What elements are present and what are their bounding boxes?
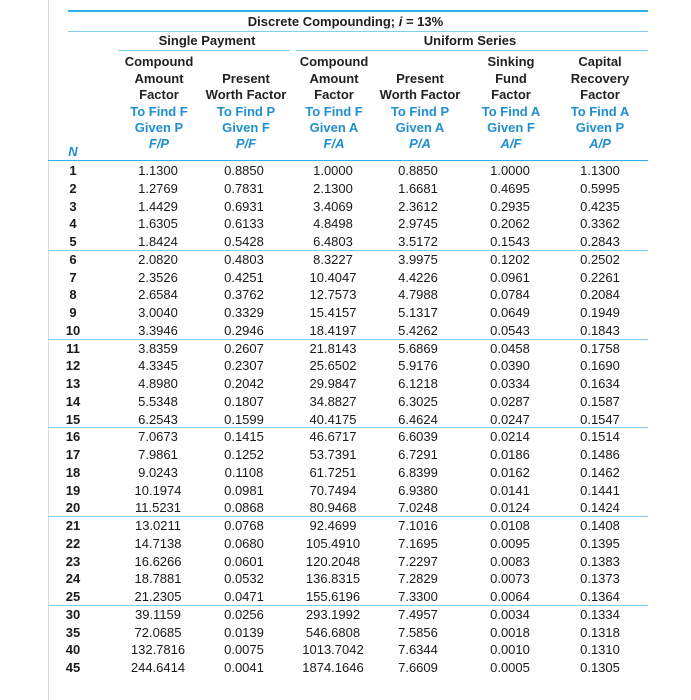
table-row — [0, 215, 691, 233]
factor-cell: 7.9861 — [138, 447, 178, 462]
column-given: Given P — [575, 119, 625, 135]
factor-cell: 0.7831 — [224, 180, 264, 196]
factor-cell: 6.2543 — [138, 411, 178, 427]
factor-cell: 0.0256 — [224, 606, 264, 622]
factor-cell: 0.6931 — [224, 198, 264, 214]
factor-cell: 6.3025 — [398, 393, 438, 409]
factor-cell: 6.7291 — [398, 447, 438, 462]
column-name-line — [376, 54, 464, 71]
period-cell: 35 — [65, 624, 81, 640]
factor-cell: 0.0010 — [490, 642, 530, 658]
factor-cell: 7.6609 — [398, 660, 438, 675]
factor-cell: 0.0532 — [224, 571, 264, 587]
period-cell: 24 — [65, 571, 81, 587]
factor-cell: 2.1300 — [313, 180, 353, 196]
column-name-line: Recovery — [570, 70, 630, 86]
factor-cell: 4.8980 — [138, 376, 178, 391]
period-cell: 21 — [65, 518, 81, 533]
factor-cell: 0.0247 — [490, 411, 530, 427]
table-row — [0, 375, 691, 393]
period-cell: 25 — [65, 589, 81, 604]
column-name-line: Sinking — [487, 54, 535, 69]
column-given: Given F — [487, 119, 535, 135]
table-row — [0, 499, 691, 517]
factor-cell: 293.1992 — [305, 606, 361, 622]
factor-cell: 0.2946 — [224, 322, 264, 338]
factor-cell: 0.0680 — [224, 535, 264, 551]
factor-cell: 21.8143 — [309, 340, 357, 356]
factor-cell: 34.8827 — [309, 393, 357, 409]
column-name-line: Compound — [299, 54, 369, 69]
factor-cell: 3.3946 — [138, 322, 178, 338]
table-row — [0, 659, 691, 677]
period-cell: 19 — [65, 482, 81, 498]
factor-cell: 0.1310 — [580, 642, 620, 658]
factor-cell: 0.1587 — [580, 393, 620, 409]
table-row — [0, 162, 691, 180]
factor-cell: 5.5348 — [138, 393, 178, 409]
factor-cell: 0.5428 — [224, 234, 264, 249]
factor-cell: 0.4251 — [224, 269, 264, 285]
factor-cell: 18.7881 — [134, 571, 182, 587]
column-find: To Find P — [216, 103, 276, 119]
factor-cell: 0.2307 — [224, 358, 264, 374]
uniform-group-divider — [296, 50, 648, 51]
factor-cell: 0.0139 — [224, 624, 264, 640]
factor-cell: 1.0000 — [313, 163, 353, 178]
period-cell: 5 — [69, 234, 77, 249]
factor-cell: 0.8850 — [398, 163, 438, 178]
table-title: Discrete Compounding; i = 13% — [247, 14, 444, 29]
column-sym: F/A — [323, 135, 345, 151]
factor-cell: 3.8359 — [138, 340, 178, 356]
column-name-line: Fund — [495, 70, 527, 86]
table-row — [0, 198, 691, 216]
factor-cell: 7.3300 — [398, 589, 438, 604]
table-row — [0, 180, 691, 198]
factor-cell: 0.0784 — [490, 287, 530, 303]
factor-cell: 9.0243 — [138, 464, 178, 480]
factor-cell: 0.2502 — [580, 251, 620, 267]
factor-cell: 0.4803 — [224, 251, 264, 267]
factor-cell: 4.7988 — [398, 287, 438, 303]
factor-cell: 7.2829 — [398, 571, 438, 587]
factor-cell: 0.0981 — [224, 482, 264, 498]
column-find: To Find P — [390, 103, 450, 119]
factor-cell: 0.1690 — [580, 358, 620, 374]
table-row — [0, 482, 691, 500]
factor-cell: 0.0390 — [490, 358, 530, 374]
factor-cell: 2.6584 — [138, 287, 178, 303]
factor-cell: 6.9380 — [398, 482, 438, 498]
factor-cell: 16.6266 — [134, 553, 182, 569]
factor-cell: 4.4226 — [398, 269, 438, 285]
column-given: Given F — [222, 119, 270, 135]
factor-cell: 2.3612 — [398, 198, 438, 214]
column-find: To Find F — [130, 103, 188, 119]
period-cell: 45 — [65, 660, 81, 675]
period-cell: 2 — [69, 180, 77, 196]
period-cell: 20 — [65, 500, 81, 516]
factor-cell: 0.1514 — [580, 429, 620, 445]
factor-cell: 0.0141 — [490, 482, 530, 498]
factor-cell: 29.9847 — [309, 376, 357, 391]
factor-cell: 0.1441 — [580, 482, 620, 498]
column-header-a-p — [560, 54, 640, 152]
column-header-p-f — [204, 54, 288, 152]
factor-cell: 0.0649 — [490, 305, 530, 320]
header-divider — [48, 160, 648, 161]
column-header-f-p — [118, 54, 200, 152]
period-cell: 14 — [65, 393, 81, 409]
table-row — [0, 269, 691, 287]
column-name-line: Compound — [124, 54, 194, 69]
factor-cell: 2.0820 — [138, 251, 178, 267]
period-cell: 17 — [65, 447, 81, 462]
factor-cell: 11.5231 — [134, 500, 182, 516]
factor-cell: 21.2305 — [134, 589, 182, 604]
factor-cell: 0.1949 — [580, 305, 620, 320]
factor-cell: 5.9176 — [398, 358, 438, 374]
factor-cell: 25.6502 — [309, 358, 357, 374]
period-cell: 12 — [65, 358, 81, 374]
table-row — [0, 428, 691, 446]
factor-cell: 0.0471 — [224, 589, 264, 604]
factor-cell: 0.1318 — [580, 624, 620, 640]
column-sym: A/F — [500, 135, 522, 151]
period-cell: 11 — [66, 340, 80, 356]
factor-cell: 1874.1646 — [302, 660, 364, 675]
factor-cell: 546.6808 — [305, 624, 361, 640]
factor-cell: 0.0034 — [490, 606, 530, 622]
factor-cell: 3.4069 — [313, 198, 353, 214]
factor-cell: 0.2062 — [490, 216, 530, 232]
column-given: Given A — [309, 119, 359, 135]
factor-cell: 0.1408 — [580, 518, 620, 533]
factor-cell: 18.4197 — [309, 322, 357, 338]
period-cell: 22 — [65, 535, 81, 551]
table-row — [0, 624, 691, 642]
factor-cell: 1.0000 — [490, 163, 530, 178]
factor-cell: 0.0768 — [224, 518, 264, 533]
factor-cell: 0.0005 — [490, 660, 530, 675]
factor-cell: 0.0287 — [490, 393, 530, 409]
period-cell: 23 — [65, 553, 81, 569]
factor-cell: 0.2607 — [224, 340, 264, 356]
factor-cell: 0.1202 — [490, 251, 530, 267]
factor-cell: 1.1300 — [580, 163, 620, 178]
factor-cell: 3.5172 — [398, 234, 438, 249]
period-cell: 30 — [65, 606, 81, 622]
factor-cell: 0.1415 — [224, 429, 264, 445]
factor-cell: 7.4957 — [398, 606, 438, 622]
factor-cell: 0.0543 — [490, 322, 530, 338]
period-cell: 7 — [69, 269, 77, 285]
factor-cell: 4.3345 — [138, 358, 178, 374]
factor-cell: 0.1373 — [580, 571, 620, 587]
factor-cell: 0.1424 — [580, 500, 620, 516]
factor-cell: 1013.7042 — [302, 642, 364, 658]
factor-cell: 0.0162 — [490, 464, 530, 480]
table-row — [0, 286, 691, 304]
table-row — [0, 535, 691, 553]
column-sym: P/A — [409, 135, 431, 151]
factor-cell: 0.0108 — [490, 518, 530, 533]
factor-cell: 0.1807 — [224, 393, 264, 409]
column-name-line: Factor — [491, 87, 531, 102]
column-given: Given A — [395, 119, 445, 135]
factor-cell: 7.0673 — [138, 429, 178, 445]
factor-cell: 3.9975 — [398, 251, 438, 267]
factor-cell: 0.6133 — [224, 216, 264, 232]
factor-cell: 0.3762 — [224, 287, 264, 303]
table-row — [0, 233, 691, 251]
factor-cell: 1.2769 — [138, 180, 178, 196]
factor-cell: 0.0601 — [224, 553, 264, 569]
table-row — [0, 411, 691, 429]
period-cell: 1 — [69, 163, 77, 178]
column-find: To Find A — [481, 103, 541, 119]
factor-cell: 0.0064 — [490, 589, 530, 604]
factor-cell: 155.6196 — [305, 589, 361, 604]
factor-cell: 0.2261 — [580, 269, 620, 285]
column-name-line: Amount — [134, 70, 184, 86]
factor-cell: 0.0124 — [490, 500, 530, 516]
table-row — [0, 446, 691, 464]
factor-cell: 5.4262 — [398, 322, 438, 338]
factor-cell: 0.0073 — [490, 571, 530, 587]
column-find: To Find F — [305, 103, 363, 119]
factor-cell: 15.4157 — [309, 305, 357, 320]
factor-cell: 132.7816 — [130, 642, 186, 658]
table-row — [0, 553, 691, 571]
factor-cell: 12.7573 — [309, 287, 357, 303]
column-sym: P/F — [235, 135, 257, 151]
factor-cell: 136.8315 — [305, 571, 361, 587]
factor-cell: 0.1364 — [580, 589, 620, 604]
factor-cell: 72.0685 — [134, 624, 182, 640]
factor-cell: 0.0018 — [490, 624, 530, 640]
factor-cell: 0.0075 — [224, 642, 264, 658]
factor-cell: 7.1016 — [398, 518, 438, 533]
factor-cell: 2.9745 — [398, 216, 438, 232]
period-cell: 18 — [65, 464, 81, 480]
factor-cell: 3.0040 — [138, 305, 178, 320]
factor-cell: 0.0041 — [224, 660, 264, 675]
factor-cell: 6.8399 — [398, 464, 438, 480]
factor-cell: 0.0186 — [490, 447, 530, 462]
period-cell: 3 — [69, 198, 77, 214]
group-single-payment: Single Payment — [158, 33, 256, 48]
factor-cell: 0.1305 — [580, 660, 620, 675]
factor-cell: 0.1462 — [580, 464, 620, 480]
factor-cell: 53.7391 — [309, 447, 357, 462]
factor-cell: 244.6414 — [130, 660, 186, 675]
period-cell: 4 — [69, 216, 77, 232]
factor-cell: 7.0248 — [398, 500, 438, 516]
factor-cell: 0.2084 — [580, 287, 620, 303]
factor-cell: 5.1317 — [398, 305, 438, 320]
period-cell: 6 — [69, 251, 77, 267]
column-name-line: Amount — [309, 70, 359, 86]
column-sym: F/P — [148, 135, 170, 151]
factor-cell: 13.0211 — [134, 518, 182, 533]
factor-cell: 0.2042 — [224, 376, 264, 391]
column-find: To Find A — [570, 103, 630, 119]
factor-cell: 0.0083 — [490, 553, 530, 569]
factor-cell: 0.4235 — [580, 198, 620, 214]
factor-cell: 0.1486 — [580, 447, 620, 462]
factor-cell: 14.7138 — [134, 535, 182, 551]
factor-cell: 0.4695 — [490, 180, 530, 196]
period-cell: 15 — [65, 411, 81, 427]
table-row — [0, 322, 691, 340]
factor-cell: 6.1218 — [398, 376, 438, 391]
factor-cell: 6.4624 — [398, 411, 438, 427]
factor-cell: 39.1159 — [134, 606, 182, 622]
factor-cell: 92.4699 — [309, 518, 357, 533]
factor-cell: 7.1695 — [398, 535, 438, 551]
factor-cell: 0.1599 — [224, 411, 264, 427]
factor-cell: 1.6681 — [398, 180, 438, 196]
table-row — [0, 393, 691, 411]
group-uniform-series: Uniform Series — [423, 33, 517, 48]
top-rule — [68, 10, 648, 12]
factor-cell: 0.5995 — [580, 180, 620, 196]
factor-cell: 5.6869 — [398, 340, 438, 356]
period-cell: 9 — [69, 305, 77, 320]
factor-cell: 0.3329 — [224, 305, 264, 320]
factor-cell: 0.0334 — [490, 376, 530, 391]
column-name-line: Factor — [139, 87, 179, 102]
table-row — [0, 304, 691, 322]
period-cell: 10 — [65, 322, 81, 338]
factor-cell: 1.4429 — [138, 198, 178, 214]
column-header-a-f — [470, 54, 552, 152]
factor-cell: 1.1300 — [138, 163, 178, 178]
factor-cell: 0.1843 — [580, 322, 620, 338]
factor-cell: 0.1547 — [580, 411, 620, 427]
factor-cell: 6.6039 — [398, 429, 438, 445]
factor-cell: 2.3526 — [138, 269, 178, 285]
factor-cell: 7.5856 — [398, 624, 438, 640]
factor-cell: 61.7251 — [309, 464, 357, 480]
factor-cell: 7.2297 — [398, 553, 438, 569]
factor-cell: 0.3362 — [580, 216, 620, 232]
table-row — [0, 588, 691, 606]
table-row — [0, 606, 691, 624]
column-name-line: Capital — [578, 54, 622, 69]
factor-cell: 0.0961 — [490, 269, 530, 285]
factor-cell: 0.0095 — [490, 535, 530, 551]
period-cell: 13 — [65, 376, 81, 391]
factor-cell: 6.4803 — [313, 234, 353, 249]
factor-cell: 0.1383 — [580, 553, 620, 569]
factor-cell: 40.4175 — [309, 411, 357, 427]
factor-cell: 0.0214 — [490, 429, 530, 445]
factor-cell: 120.2048 — [305, 553, 361, 569]
column-name-line: Present — [222, 70, 270, 86]
factor-cell: 0.2935 — [490, 198, 530, 214]
factor-cell: 10.1974 — [134, 482, 182, 498]
factor-cell: 0.0458 — [490, 340, 530, 356]
factor-cell: 80.9468 — [309, 500, 357, 516]
factor-cell: 0.1108 — [224, 464, 264, 480]
single-group-divider — [118, 50, 290, 51]
factor-cell: 0.0868 — [224, 500, 264, 516]
factor-cell: 1.6305 — [138, 216, 178, 232]
table-row — [0, 251, 691, 269]
title-divider — [68, 31, 648, 32]
period-cell: 40 — [65, 642, 81, 658]
column-name-line: Factor — [580, 87, 620, 102]
table-row — [0, 570, 691, 588]
column-name-line — [204, 54, 288, 71]
factor-cell: 0.1758 — [580, 340, 620, 356]
factor-cell: 0.1543 — [490, 234, 530, 249]
column-name-line: Worth Factor — [379, 87, 461, 102]
factor-cell: 0.1252 — [224, 447, 264, 462]
table-row — [0, 641, 691, 659]
factor-cell: 8.3227 — [313, 251, 353, 267]
factor-cell: 46.6717 — [309, 429, 357, 445]
column-header-p-a — [376, 54, 464, 152]
column-given: Given P — [134, 119, 184, 135]
column-sym: A/P — [589, 135, 611, 151]
table-row — [0, 464, 691, 482]
factor-cell: 105.4910 — [305, 535, 361, 551]
factor-cell: 10.4047 — [309, 269, 357, 285]
factor-cell: 4.8498 — [313, 216, 353, 232]
factor-cell: 0.8850 — [224, 163, 264, 178]
column-name-line: Factor — [314, 87, 354, 102]
column-name-line: Present — [396, 70, 444, 86]
factor-cell: 0.2843 — [580, 234, 620, 249]
factor-cell: 0.1395 — [580, 535, 620, 551]
table-row — [0, 357, 691, 375]
factor-cell: 70.7494 — [309, 482, 357, 498]
factor-cell: 0.1334 — [580, 606, 620, 622]
table-row — [0, 340, 691, 358]
factor-cell: 7.6344 — [398, 642, 438, 658]
period-cell: 16 — [65, 429, 81, 445]
table-row — [0, 517, 691, 535]
factor-cell: 0.1634 — [580, 376, 620, 391]
column-name-line: Worth Factor — [205, 87, 287, 102]
column-header-f-a — [290, 54, 378, 152]
period-cell: 8 — [69, 287, 77, 303]
n-column-header: N — [68, 144, 78, 159]
factor-cell: 1.8424 — [138, 234, 178, 249]
